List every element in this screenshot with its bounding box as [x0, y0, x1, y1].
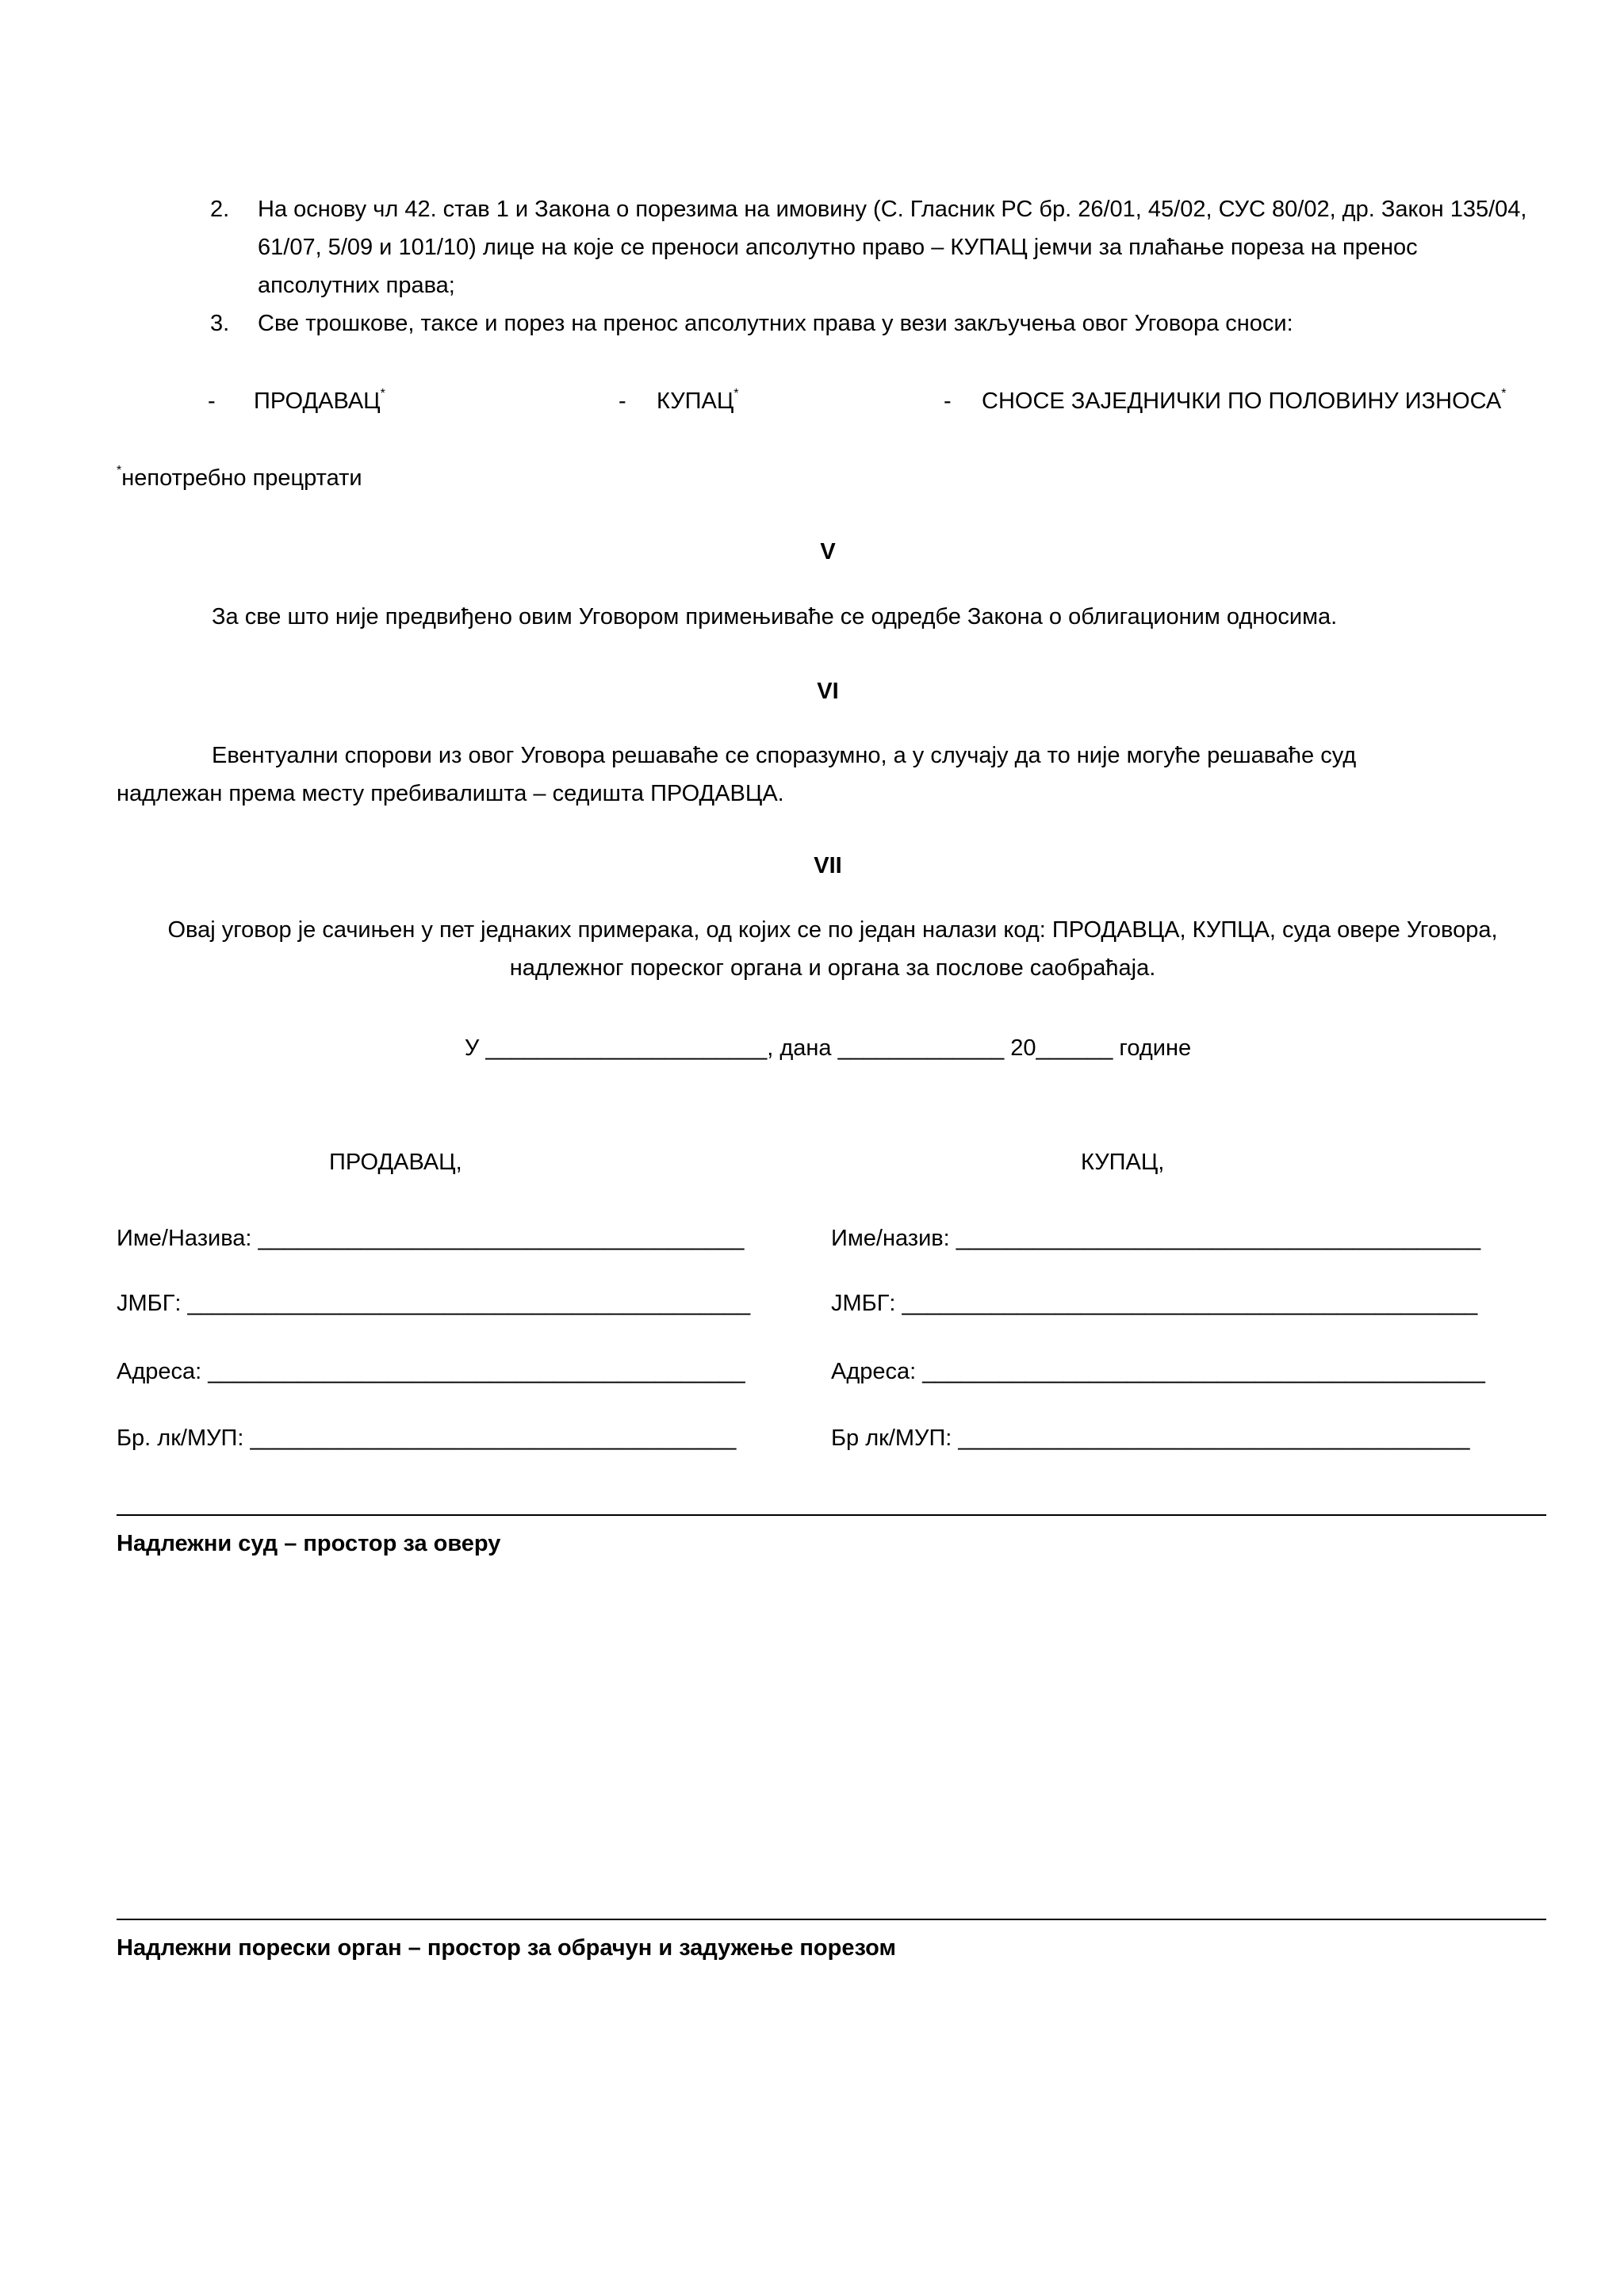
buyer-jmbg-field: ЈМБГ: _____________________________________________: [831, 1291, 1478, 1316]
option-seller: ПРОДАВАЦ*: [254, 387, 385, 414]
footnote: *непотребно прецртати: [117, 464, 362, 491]
seller-id-field: Бр. лк/МУП: ______________________________________: [117, 1425, 737, 1451]
item-text: Све трошкове, таксе и порез на пренос апсолутних права у вези закључења овог Уговора сноси:: [258, 311, 1293, 336]
section-heading: V: [820, 539, 836, 564]
option-shared: СНОСЕ ЗАЈЕДНИЧКИ ПО ПОЛОВИНУ ИЗНОСА*: [982, 387, 1507, 414]
seller-name-field: Име/Назива: ______________________________________: [117, 1226, 745, 1251]
buyer-title: КУПАЦ,: [1081, 1150, 1165, 1175]
place-date-line: У ______________________, дана _____________ 20______ године: [464, 1035, 1192, 1061]
item-number: 3.: [210, 311, 230, 336]
section-text: Евентуални спорови из овог Уговора решаваће се споразумно, а у случају да то није могуће решаваће суд надлежан према месту пребивалишта – седишта ПРОДАВЦА.: [117, 743, 1357, 806]
divider: [117, 1919, 1546, 1920]
section-heading: VII: [814, 853, 842, 878]
seller-jmbg-field: ЈМБГ: ____________________________________________: [117, 1291, 751, 1316]
section-text: За све што није предвиђено овим Уговором примењиваће се одредбе Закона о облигационим односима.: [212, 604, 1338, 629]
court-section-title: Надлежни суд – простор за оверу: [117, 1531, 501, 1556]
buyer-id-field: Бр лк/МУП: ________________________________________: [831, 1425, 1470, 1451]
option-dash: -: [619, 388, 626, 414]
tax-section-title: Надлежни порески орган – простор за обрачун и задужење порезом: [117, 1935, 896, 1961]
buyer-address-field: Адреса: ____________________________________________: [831, 1359, 1485, 1384]
item-number: 2.: [210, 197, 230, 222]
section-text: Овај уговор је сачињен у пет једнаких примерака, од којих се по један налази код: ПРОДАВЦА, КУПЦА, суда овере Уговора, надлежног пореског органа и органа за послове саобраћаја.: [167, 917, 1498, 981]
item-text: На основу чл 42. став 1 и Закона о порезима на имовину (С. Гласник РС бр. 26/01, 45/02, СУС 80/02, др. Закон 135/04, 61/07, 5/09 и 101/10) лице на које се преноси апсолутно право – КУПАЦ јемчи за плаћање пореза на пренос апсолутних права;: [258, 197, 1527, 298]
section-heading: VI: [817, 679, 839, 704]
seller-address-field: Адреса: __________________________________________: [117, 1359, 745, 1384]
option-dash: -: [944, 388, 952, 414]
seller-title: ПРОДАВАЦ,: [329, 1150, 462, 1175]
divider: [117, 1514, 1546, 1516]
option-dash: -: [208, 388, 216, 414]
buyer-name-field: Име/назив: _________________________________________: [831, 1226, 1481, 1251]
option-buyer: КУПАЦ*: [657, 387, 739, 414]
